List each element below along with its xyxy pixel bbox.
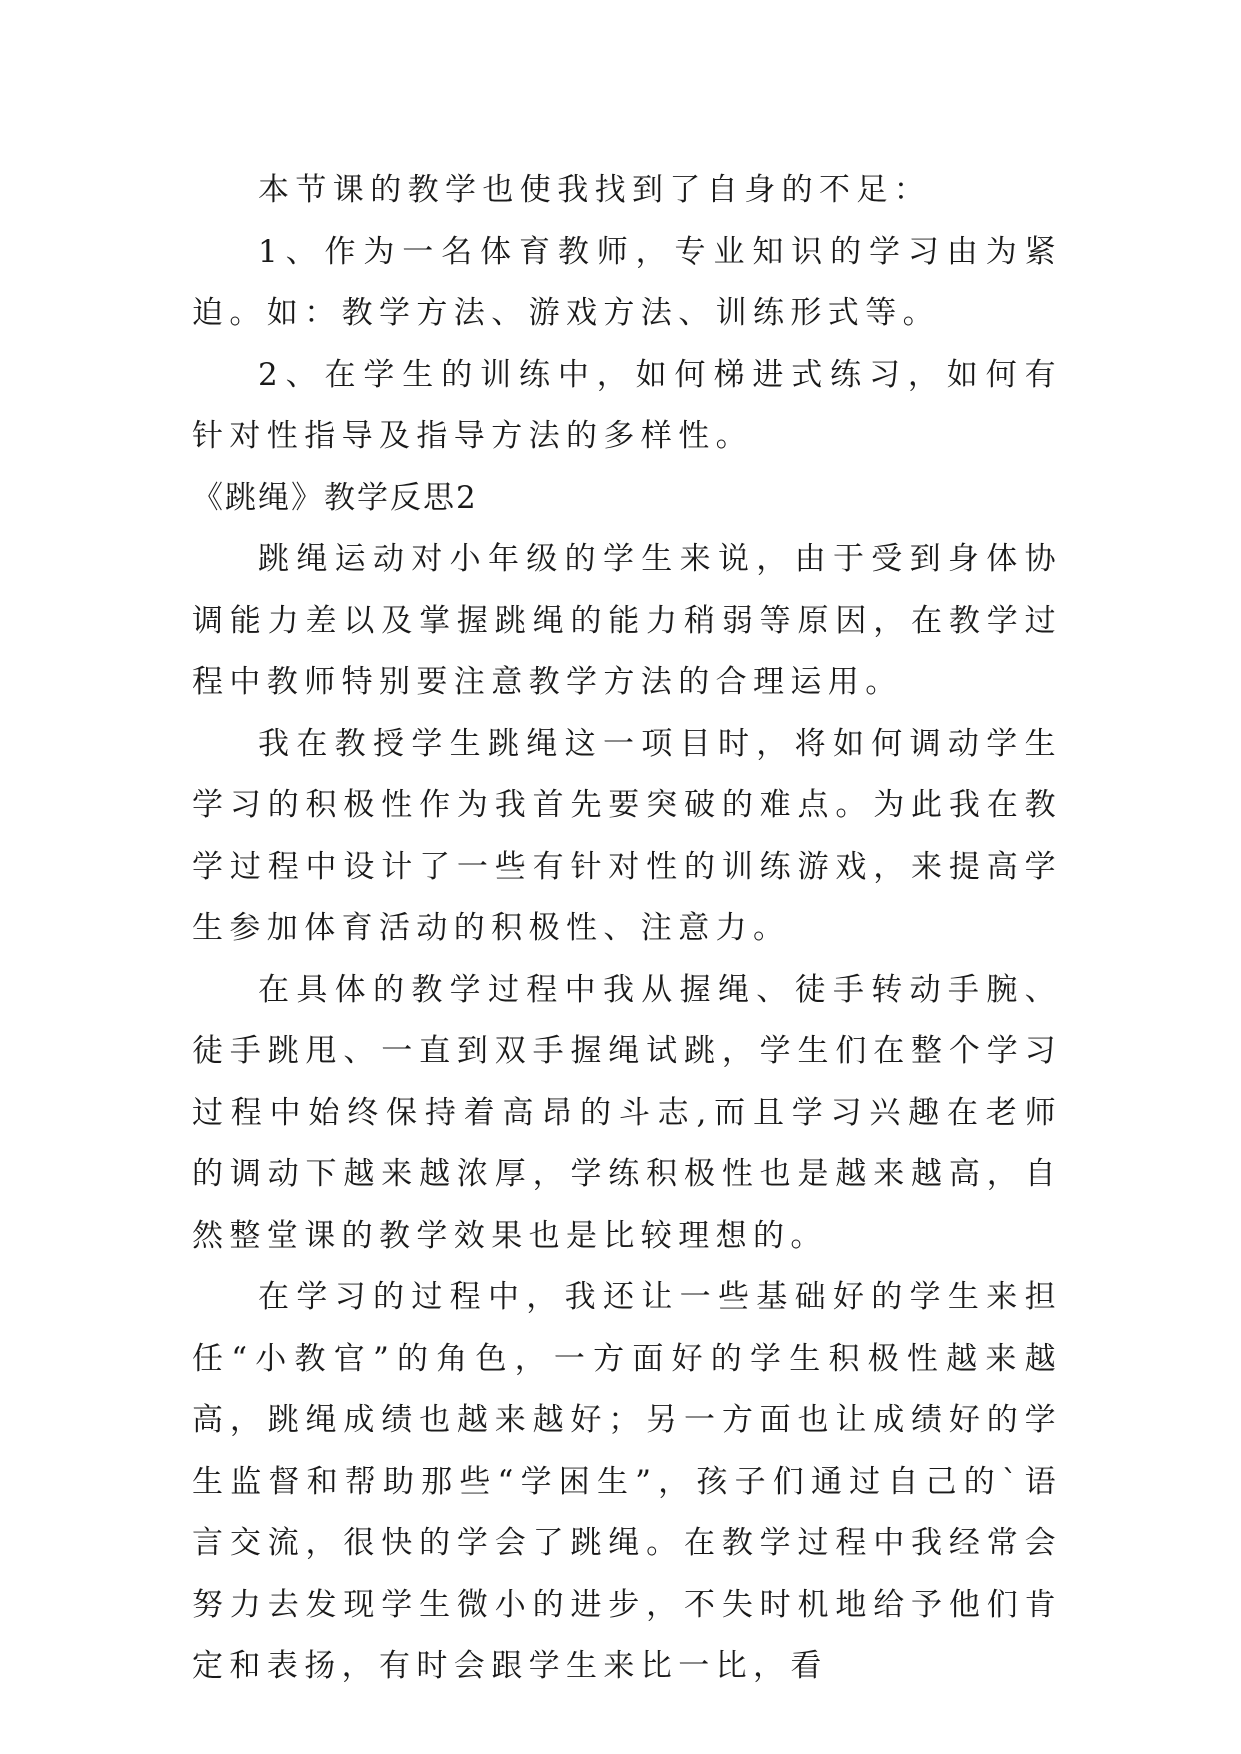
paragraph-point-1: 1、作为一名体育教师，专业知识的学习由为紧迫。如：教学方法、游戏方法、训练形式等。 — [192, 233, 1062, 331]
paragraph-shortcomings-intro: 本节课的教学也使我找到了自身的不足： — [258, 172, 932, 208]
paragraph-point-2: 2、在学生的训练中，如何梯进式练习，如何有针对性指导及指导方法的多样性。 — [192, 356, 1062, 454]
paragraph-motivation: 我在教授学生跳绳这一项目时，将如何调动学生学习的积极性作为我首先要突破的难点。为此我在教学过程中设计了一些有针对性的训练游戏，来提高学生参加体育活动的积极性、注意力。 — [192, 725, 1062, 946]
section-heading: 《跳绳》教学反思2 — [192, 479, 478, 516]
paragraph-little-instructor: 在学习的过程中，我还让一些基础好的学生来担任“小教官”的角色，一方面好的学生积极性越来越高，跳绳成绩也越来越好；另一方面也让成绩好的学生监督和帮助那些“学困生”，孩子们通过自己的`语言交流，很快的学会了跳绳。在教学过程中我经常会努力去发现学生微小的进步，不失时机地给予他们肯定和表扬，有时会跟学生来比一比，看 — [192, 1279, 1062, 1684]
paragraph-process: 在具体的教学过程中我从握绳、徒手转动手腕、徒手跳甩、一直到双手握绳试跳，学生们在整个学习过程中始终保持着高昂的斗志,而且学习兴趣在老师的调动下越来越浓厚，学练积极性也是越来越高，自然整堂课的教学效果也是比较理想的。 — [192, 971, 1062, 1254]
document-body — [192, 160, 1062, 1698]
paragraph-rope-intro: 跳绳运动对小年级的学生来说，由于受到身体协调能力差以及掌握跳绳的能力稍弱等原因，在教学过程中教师特别要注意教学方法的合理运用。 — [192, 541, 1062, 700]
